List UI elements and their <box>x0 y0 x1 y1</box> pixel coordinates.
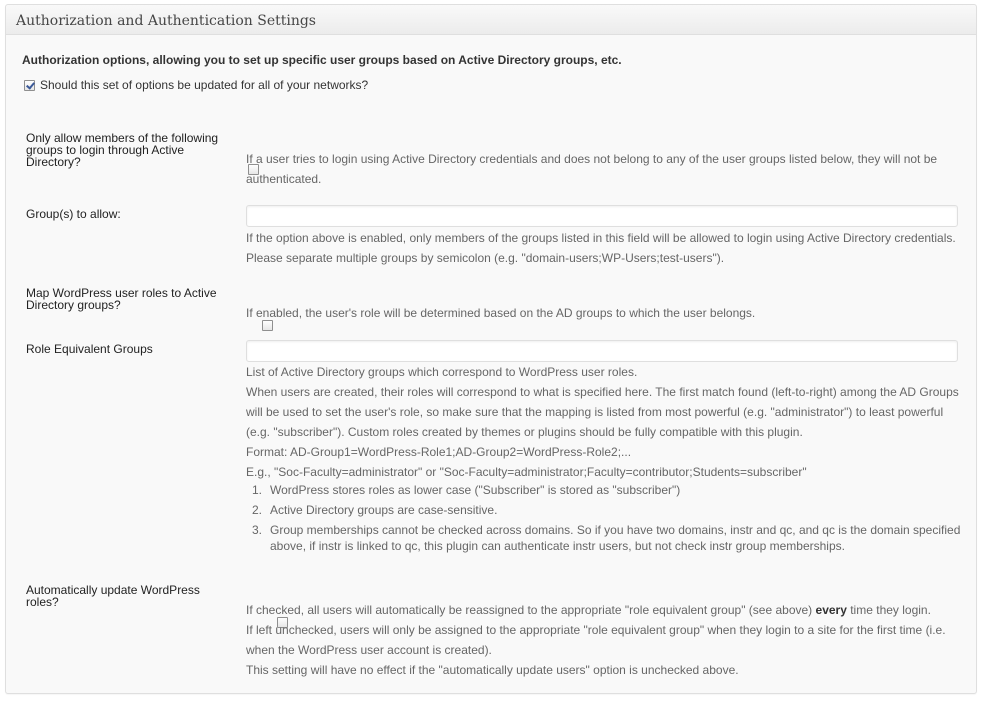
auto-update-desc-checked: If checked, all users will automatically be reassigned to the appropriate "role equivalent group" (see above) every time they login. <box>246 603 931 617</box>
role-groups-description <box>246 362 961 558</box>
list-item: 2. Active Directory groups are case-sensitive. <box>252 503 498 517</box>
role-groups-example: E.g., "Soc-Faculty=administrator" or "Soc-Faculty=administrator;Faculty=contributor;Students=subscriber" <box>246 465 807 479</box>
only-allow-label: Only allow members of the following groups to login through Active Directory? <box>26 131 219 169</box>
auto-update-desc-note: This setting will have no effect if the "automatically update users" option is unchecked above. <box>246 663 739 677</box>
list-item: 1. WordPress stores roles as lower case ("Subscriber" is stored as "subscriber") <box>252 483 681 497</box>
list-item: 3. Group memberships cannot be checked across domains. So if you have two domains, instr and qc, and qc is the domain specified above, if instr is linked to qc, this plugin can authenticate instr users, but not check instr group memberships. <box>252 523 961 553</box>
role-groups-notes <box>246 482 961 554</box>
groups-allow-description: If the option above is enabled, only members of the groups listed in this field will be allowed to login using Active Directory credentials. Please separate multiple groups by semicolon (e.g. "domain-users;WP-Users;test-users"). <box>246 231 956 265</box>
only-allow-description: If a user tries to login using Active Directory credentials and does not belong to any of the user groups listed below, they will not be authenticated. <box>246 152 938 186</box>
map-roles-description: If enabled, the user's role will be determined based on the AD groups to which the user belongs. <box>246 306 756 320</box>
auto-update-desc-unchecked: If left unchecked, users will only be assigned to the appropriate "role equivalent group" when they login to a site for the first time (i.e. when the WordPress user account is created). <box>246 623 946 657</box>
intro-text: Authorization options, allowing you to set up specific user groups based on Active Directory groups, etc. <box>22 53 622 67</box>
emphasis-every: every <box>815 603 847 617</box>
role-groups-desc-summary: List of Active Directory groups which correspond to WordPress user roles. <box>246 365 638 379</box>
settings-panel <box>5 4 977 694</box>
network-update-label: Should this set of options be updated for all of your networks? <box>40 78 369 92</box>
panel-title: Authorization and Authentication Settings <box>6 5 976 35</box>
map-roles-label: Map WordPress user roles to Active Directory groups? <box>26 286 217 312</box>
role-groups-desc-detail: When users are created, their roles will correspond to what is specified here. The first match found (left-to-right) among the AD Groups will be used to set the user's role, so make sure that the mapping is listed from most powerful (e.g. "administrator") to least powerful (e.g. "subscriber"). Custom roles created by themes or plugins should be fully compatible with this plugin. <box>246 385 959 439</box>
network-option-row <box>24 78 368 92</box>
groups-allow-input[interactable] <box>246 205 958 227</box>
groups-allow-label: Group(s) to allow: <box>26 207 121 221</box>
auto-update-description <box>246 600 961 680</box>
role-groups-format: Format: AD-Group1=WordPress-Role1;AD-Group2=WordPress-Role2;... <box>246 445 632 459</box>
network-update-checkbox[interactable] <box>24 80 35 91</box>
role-groups-label: Role Equivalent Groups <box>26 342 153 356</box>
auto-update-label: Automatically update WordPress roles? <box>26 583 200 609</box>
role-groups-input[interactable] <box>246 340 958 362</box>
